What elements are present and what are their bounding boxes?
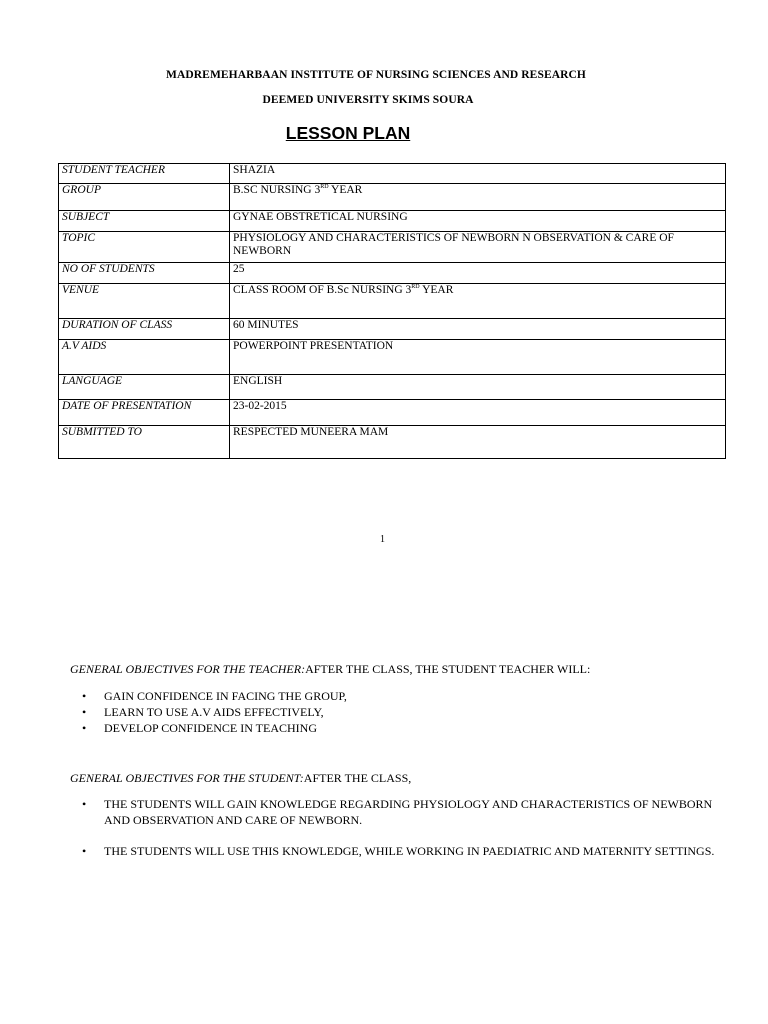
table-row <box>59 426 726 459</box>
venue-value-text: CLASS ROOM OF B.Sc NURSING 3 <box>233 284 412 296</box>
table-row <box>59 184 726 211</box>
teacher-objectives-list <box>82 688 347 736</box>
row-value-av-aids: POWERPOINT PRESENTATION <box>230 340 726 375</box>
bullet-icon: • <box>82 797 87 811</box>
row-value-no-of-students: 25 <box>230 263 726 284</box>
table-row <box>59 319 726 340</box>
row-value-group <box>230 184 726 211</box>
row-label-group: GROUP <box>59 184 230 211</box>
table-row <box>59 400 726 426</box>
lesson-plan-table <box>58 163 726 459</box>
bullet-icon: • <box>82 689 87 703</box>
row-label-no-of-students: NO OF STUDENTS <box>59 263 230 284</box>
row-value-topic: PHYSIOLOGY AND CHARACTERISTICS OF NEWBORN N OBSERVATION & CARE OF NEWBORN <box>230 232 726 263</box>
teacher-objectives-label: GENERAL OBJECTIVES FOR THE TEACHER: <box>70 662 306 676</box>
row-value-submitted-to: RESPECTED MUNEERA MAM <box>230 426 726 459</box>
list-item-text: DEVELOP CONFIDENCE IN TEACHING <box>104 721 317 735</box>
list-item-text: LEARN TO USE A.V AIDS EFFECTIVELY, <box>104 705 324 719</box>
student-objectives-intro: AFTER THE CLASS, <box>303 771 412 785</box>
list-item <box>82 688 347 704</box>
table-row <box>59 284 726 319</box>
row-label-av-aids: A.V AIDS <box>59 340 230 375</box>
row-label-student-teacher: STUDENT TEACHER <box>59 164 230 184</box>
row-label-topic: TOPIC <box>59 232 230 263</box>
teacher-objectives-intro: AFTER THE CLASS, THE STUDENT TEACHER WILL: <box>305 662 591 676</box>
table-row <box>59 340 726 375</box>
university-name: DEEMED UNIVERSITY SKIMS SOURA <box>262 94 474 106</box>
table-row <box>59 211 726 232</box>
row-label-duration: DURATION OF CLASS <box>59 319 230 340</box>
institute-name: MADREMEHARBAAN INSTITUTE OF NURSING SCIENCES AND RESEARCH <box>166 69 586 81</box>
venue-value-superscript: RD <box>411 284 420 291</box>
list-item-text: THE STUDENTS WILL USE THIS KNOWLEDGE, WHILE WORKING IN PAEDIATRIC AND MATERNITY SETTINGS. <box>104 844 715 858</box>
row-label-language: LANGUAGE <box>59 375 230 400</box>
row-label-venue: VENUE <box>59 284 230 319</box>
row-value-language: ENGLISH <box>230 375 726 400</box>
row-label-subject: SUBJECT <box>59 211 230 232</box>
bullet-icon: • <box>82 844 87 858</box>
row-value-duration: 60 MINUTES <box>230 319 726 340</box>
row-value-subject: GYNAE OBSTRETICAL NURSING <box>230 211 726 232</box>
list-item <box>82 797 722 828</box>
table-row <box>59 232 726 263</box>
group-value-suffix: YEAR <box>328 184 363 196</box>
list-item-text: THE STUDENTS WILL GAIN KNOWLEDGE REGARDING PHYSIOLOGY AND CHARACTERISTICS OF NEWBORN AND OBSERVATION AND CARE OF NEWBORN. <box>104 797 713 827</box>
student-objectives-heading <box>70 771 411 786</box>
page-number: 1 <box>380 534 385 545</box>
group-value-superscript: RD <box>320 184 329 191</box>
row-label-submitted-to: SUBMITTED TO <box>59 426 230 459</box>
row-label-date: DATE OF PRESENTATION <box>59 400 230 426</box>
row-value-student-teacher: SHAZIA <box>230 164 726 184</box>
table-row <box>59 375 726 400</box>
list-item <box>82 844 722 860</box>
student-objectives-list <box>82 797 722 876</box>
list-item <box>82 704 347 720</box>
group-value-text: B.SC NURSING 3 <box>233 184 321 196</box>
list-item-text: GAIN CONFIDENCE IN FACING THE GROUP, <box>104 689 347 703</box>
venue-value-suffix: YEAR <box>419 284 454 296</box>
student-objectives-label: GENERAL OBJECTIVES FOR THE STUDENT: <box>70 771 304 785</box>
row-value-date: 23-02-2015 <box>230 400 726 426</box>
table-row <box>59 164 726 184</box>
list-item <box>82 720 347 736</box>
table-row <box>59 263 726 284</box>
bullet-icon: • <box>82 705 87 719</box>
page-title: LESSON PLAN <box>285 123 411 143</box>
bullet-icon: • <box>82 721 87 735</box>
row-value-venue <box>230 284 726 319</box>
teacher-objectives-heading <box>70 662 590 677</box>
